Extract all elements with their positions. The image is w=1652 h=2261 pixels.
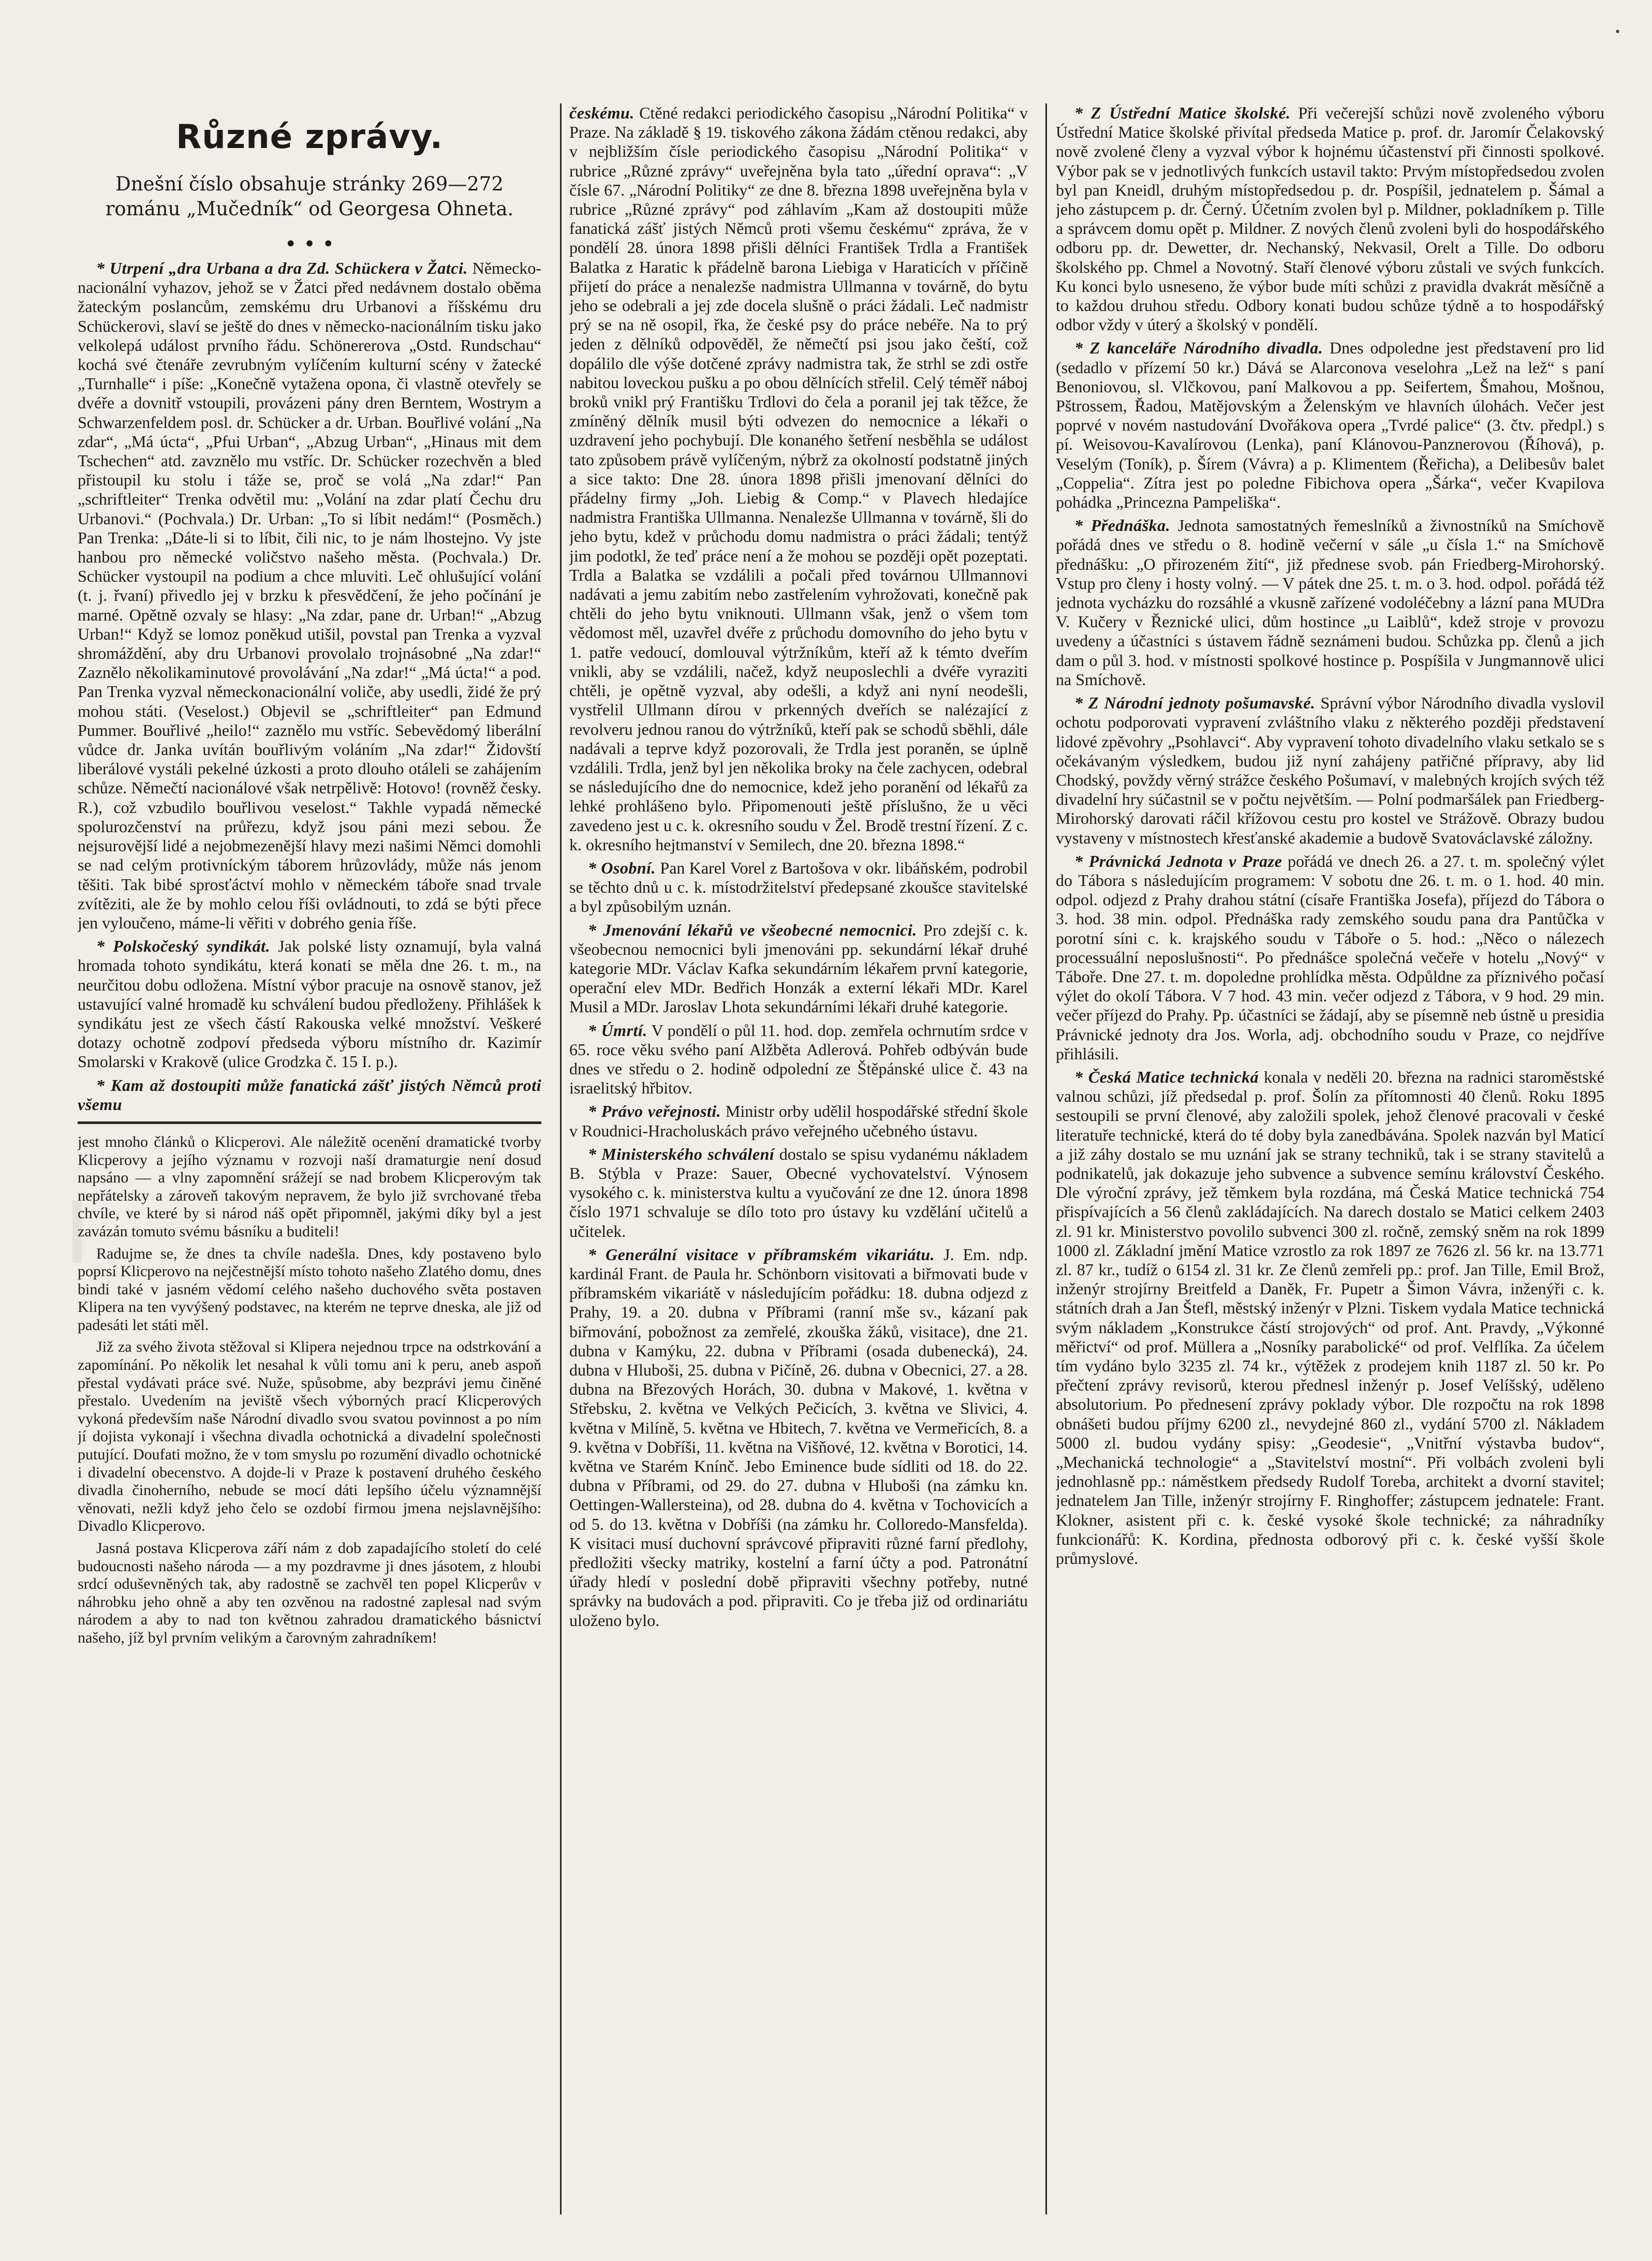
- news-item: [78, 259, 541, 933]
- feuilleton-paragraph: Radujme se, že dnes ta chvíle nadešla. Dnes, kdy postaveno bylo poprsí Klicperovo na nejčestnější místo tohoto našeho Zlatého domu, dnes bindi také v jasném vědomí celého našeho duchového světa postaven Klipera na ten vyvýšený podstavec, na kterém ne teprve dneska, ale již od padesáti let státi měl.: [78, 1245, 541, 1334]
- feuilleton-paragraph: Jasná postava Klicperova září nám z dob zapadajícího století do celé budoucnosti našeho národa — a my pozdravme ji dnes jásotem, z hloubi srdcí oduševněných tak, aby radostně se zachvěl ten popel Klicperův v náhrobku jeho ohně a aby ten ozvěnou na radostné zaplesal nad svým národem a aby to nad ton květnou zahradou dramatického básnictví našeho, jíž byl prvním velikým a čarovným zahradníkem!: [78, 1540, 541, 1646]
- news-item: [1056, 693, 1604, 848]
- news-item-body: Jednota samostatných řemeslníků a živnostníků na Smíchově pořádá dnes ve středu o 8. hodině večerní v sále „u čísla 1.“ na Smíchově přednášku: „O přirozeném žití“, již přednese svob. pán Friedberg-Mirohorský. Vstup pro členy i hosty volný. — V pátek dne 25. t. m. o 3. hod. odpol. pořádá též jednota vycházku do rozsáhlé a vkusně zařízené vodoléčebny a lázní pana MUDra V. Kučery v Řeznické ulici, dům hostince „u Laiblů“, kdež stroje v provozu uvedeny a účastníci s ústavem řádně seznámeni budou. Schůzka pp. členů a jich dam o půl 3. hod. v místnosti spolkové hostince p. Pospíšila v Jungmannově ulici na Smíchově.: [1056, 516, 1604, 689]
- news-item-body: V pondělí o půl 11. hod. dop. zemřela ochrnutím srdce v 65. roce věku svého paní Alžběta Adlerová. Pohřeb odbýván bude dnes ve středu o 2. hodině odpolední ze Štěpánské ulice č. 43 na israelitský hřbitov.: [569, 1021, 1028, 1098]
- news-item-heading: * Generální visitace v příbramském vikariátu.: [588, 1245, 935, 1264]
- news-item-body: Dnes odpoledne jest představení pro lid (sedadlo v přízemí 50 kr.) Dává se Alarconova veselohra „Lež na lež“ s paní Benoniovou, sl. Vlčkovou, paní Malkovou a pp. Seifertem, Šmahou, Mošnou, Pštrossem, Řadou, Matějovským a Želenským ve hlavních úlohách. Večer jest poprvé v novém nastudování Dvořákova opera „Tvrdé palice“ (3. čtv. předpl.) s pí. Weisovou-Kavalírovou (Lenka), paní Klánovou-Panznerovou (Říhová), p. Veselým (Toník), p. Šírem (Vávra) a p. Klimentem (Řeřicha), a Delibesův balet „Coppelia“. Zítra jest po poledne Fibichova opera „Šárka“, večer Kvapilova pohádka „Princezna Pampeliška“.: [1056, 338, 1604, 512]
- feuilleton-paragraph: Již za svého života stěžoval si Klipera nejednou trpce na odstrkování a zapomínání. Po několik let nesahal k vůli tomu ani k peru, aneb aspoň přestal vydávati práce své. Nuže, spůsobme, aby bezprávi jemu činěné přestalo. Uvedením na jeviště všech výborných prací Klicperových vykoná především naše Národní divadlo svou svatou povinnost a po ním jí dojista vykonají i všechna divadla ochotnická a divadelní společnosti putující. Doufati možno, že v tom smyslu po rozumění divadlo ochotnické i divadelní obecenstvo. A dojde-li v Praze k postavení druhého českého divadla činoherního, nebude se mocí dáti lepšího účelu významnější věnovati, nežli když jeho čelo se ozdobí firmou jmena nejslavnějšího: Divadlo Klicperovo.: [78, 1338, 541, 1535]
- news-item-heading: * Polskočeský syndikát.: [96, 937, 271, 956]
- news-item-heading: * Úmrtí.: [588, 1021, 647, 1040]
- news-item-body: Německo-nacionální vyhazov, jehož se v Žatci před nedávnem dostalo oběma žateckým poslancům, zemskému dru Urbanovi a říšskému dru Schückerovi, slaví se ještě do dnes v německo-nacionálním tisku jako velkolepá událost prvního řádu. Schönererova „Ostd. Rundschau“ kochá své čtenáře zevrubným vylíčením kulturní scény v žatecké „Turnhalle“ i píše: „Konečně vytažena opona, či vlastně otevřely se dvéře a dovnitř vstoupili, provázeni pány dren Berntem, Wostrym a Schwarzenfeldem posl. dr. Schücker a dr. Urban. Bouřlivé volání „Na zdar“, „Má úcta“, „Pfui Urban“, „Abzug Urban“, „Hinaus mit dem Tschechen“ atd. zavznělo mu vstříc. Dr. Schücker rozechvěn a bled přistoupil ku stolu i táže se, proč se volá „Na zdar!“ Pan „schriftleiter“ Trenka odvětil mu: „Volání na zdar platí Čechu dru Urbanovi.“ (Pochvala.) Dr. Urban: „To si líbit nedám!“ (Posměch.) Pan Trenka: „Dáte-li si to líbit, čili nic, to je nám lhostejno. Vy jste hanbou pro německé voličstvo našeho města. (Pochvala.) Dr. Schücker vystoupil na podium a chce mluviti. Leč ohlušující volání (t. j. řvaní) přivedlo jej v brzku k přesvědčení, že jeho počínání je marné. Opětně ozvaly se hlasy: „Na zdar, pane dr. Urban!“ „Abzug Urban!“ Když se lomoz poněkud utišil, povstal pan Trenka a vyzval shromáždění, aby dru Urbanovi provolalo trojnásobné „Na zdar!“ Zaznělo několikaminutové provolávání „Na zdar!“ „Má úcta!“ a pod. Pan Trenka vyzval německonacionální voliče, aby usedli, židé že prý mohou státi. (Veselost.) Objevil se „schriftleiter“ pan Edmund Pummer. Bouřlivé „heilo!“ zaznělo mu vstříc. Sebevědomý liberální vůdce dr. Janka uvítán bouřlivým voláním „Na zdar!“ Židovští liberálové vystáli pekelné úzkosti a proto dlouho otáleli se zahájením schůze. Němečtí nacionálové však netrpělivě: Hotovo! (rovněž česky. R.), což vzbudilo bouřlivou veselost.“ Takhle vypadá německé spolurozčenství na průřezu, když jsou páni mezi sebou. Že nejsurovější lidé a nejobmezenější hlavy mezi našimi Němci domohli se nad celým protivníckým táborem hrůzovlády, může nás jenom těšiti. Tak bibé sprosťáctví mohlo v německém táboře snad trvale zvítěziti, ale že by mohlo celou říši ovládnouti, to zdá se býti přece jen vyloučeno, máme-li věřiti v dobrého genia říše.: [78, 259, 542, 932]
- news-item-body: Pro zdejší c. k. všeobecnou nemocnici byli jmenováni pp. sekundární lékař druhé kategorie MDr. Václav Kafka sekundárním lékařem první kategorie, operační elev MDr. Bedřich Honzák a externí lékaři MDr. Karel Musil a MDr. Jaroslav Lhota sekundárními lékaři druhé kategorie.: [569, 920, 1028, 1016]
- news-item: [569, 104, 1028, 854]
- news-item-heading: * Z kanceláře Národního divadla.: [1074, 338, 1323, 358]
- news-item: [1056, 104, 1604, 334]
- news-items-right: [1056, 104, 1604, 1568]
- news-item-body: konala v neděli 20. března na radnici staroměstské valnou schůzi, jíž předsedal p. prof. Šolín za přítomnosti 40 členů. Roku 1895 sestoupili se první členové, aby založili spolek, jehož členové pracovali v české literatuře technické, která do té doby byla zanedbávána. Spolek nazván byl Maticí a již záhy dostalo se mu uznání jak se strany techniků, tak i se strany stavitelů a podnikatelů, jak dokazuje jeho subvence a subvence semínu království Českého. Dle výroční zprávy, jež těmkem byla rozdána, má Česká Matice technická 754 přispívajících a 56 členů zakládajících. Na darech dostalo se Matici celkem 2403 zl. 91 kr. Ministerstvo povolilo subvenci 300 zl. ročně, zemský sněm na rok 1899 1000 zl. Základní jmění Matice vzrostlo za rok 1897 ze 7626 zl. 56 kr. na 13.771 zl. 87 kr., tudíž o 6154 zl. 31 kr. Ze členů zemřeli pp.: prof. Jan Tille, Emil Brož, inženýr strojírny Breitfeld a Daněk, Fr. Pupetr a Šimon Vávra, inženýři c. k. státních drah a Jan Štefl, městský inženýr v Plzni. Tiskem vydala Matice technická svým nákladem „Konstrukce částí strojových“ od prof. Ant. Pravdy, „Výkonné měřictví“ od prof. Müllera a „Nosníky parabolické“ od prof. Velflíka. Za účelem tím vydáno bylo 3235 zl. 74 kr., výtěžek z prodejem knih 1187 zl. 50 kr. Po přečtení zprávy revisorů, kterou přednesl inženýr p. Josef Velíšský, uděleno absolutorium. Po přednesení zprávy poklady výbor. Dle rozpočtu na rok 1898 obnášeti budou příjmy 6200 zl., nevydejné 860 zl., vydání 5700 zl. Nákladem 5000 zl. budou vydány spisy: „Geodesie“, „Vnitřní výstavba budov“, „Mechanická technologie“ a „Stavitelství mostní“. Při volbách zvoleni byli jednohlasně pp.: náměstkem předsedy Rudolf Toreba, architekt a dvorní stavitel; jednatelem Jan Tille, inženýr strojírny F. Ringhoffer; zástupcem jednatele: Frant. Klokner, asistent při c. k. české vysoké škole technické; za náhradníky funkcionářů: K. Kordina, přednosta odborový při c. k. české vyšší škole průmyslové.: [1056, 1067, 1604, 1568]
- news-item-body: J. Em. ndp. kardinál Frant. de Paula hr. Schönborn visitovati a biřmovati bude v příbramském vikariátě v následujícím pořádku: 18. dubna odjezd z Prahy, 19. a 20. dubna v Příbrami (ranní mše sv., kázaní pak biřmování, pobožnost za zemřelé, zkouška žáků, visitace), dne 21. dubna v Kamýku, 22. dubna v Příbrami (osada dubenecká), 24. dubna v Hluboši, 25. dubna v Pičíně, 26. dubna v Obecnici, 27. a 28. dubna na Březových Horách, 30. dubna v Makové, 1. května v Střebsku, 2. května ve Velkých Pečicích, 3. května ve Slivici, 4. května v Milíně, 5. května ve Hbitech, 7. května ve Vermeřicích, 8. a 9. května v Dobříši, 11. května na Višňové, 12. května v Borotici, 14. května ve Starém Knínč. Jebo Eminence bude sídliti od 18. do 22. dubna v Příbrami, od 29. do 27. dubna v Hluboši (na zámku kn. Oettingen-Wallersteina), od 28. dubna do 4. května v Tochovicích a od 5. do 13. května v Dobříši (na zámku hr. Colloredo-Mansfelda). K visitaci musí duchovní správcové připraviti různé farní předlohy, předložiti všecky matriky, kostelní a farní účty a pod. Patronátní úřady hledí v poslední době připraviti všechny potřeby, nutné správky na budovách a pod. připraviti. Co je třeba již od ordinariátu uloženo bylo.: [569, 1245, 1028, 1630]
- news-item-heading: * Kam až dostoupiti může fanatická zášť jistých Němců proti všemu: [78, 1075, 541, 1114]
- news-item: [1056, 338, 1604, 512]
- news-item-heading: * Přednáška.: [1074, 516, 1171, 535]
- news-item: [569, 1021, 1028, 1098]
- news-item-heading: * Česká Matice technická: [1074, 1067, 1259, 1086]
- column-rule: [560, 104, 562, 2214]
- news-item-body: pořádá ve dnech 26. a 27. t. m. společný výlet do Tábora s následujícím programem: V sobotu dne 26. t. m. o 1. hod. 40 min. odpol. odjezd z Prahy drahou státní (císaře Františka Josefa), příjezd do Tábora o 3. hod. 38 min. odpol. Přednáška rady zemského soudu pana dra Pantůčka v porotní síni c. k. krajského soudu v Táboře o 5. hod.: „Něco o nálezech processuální neposlušnosti“. Po přednášce společná večeře v hotelu „Nový“ v Táboře. Dne 27. t. m. dopoledne prohlídka města. Odpůldne za příznivého počasí výlet do okolí Tábora. V 7 hod. 43 min. večer odjezd z Tábora, v 9 hod. 29 min. večer příjezd do Prahy. Pp. účastníci se žádají, aby se písemně neb ústně u presidia Právnické jednoty dra Jos. Worla, adj. obchodního soudu v Praze, co nejdříve přihlásili.: [1056, 851, 1604, 1063]
- feuilleton-paragraph: jest mnoho článků o Klicperovi. Ale náležitě ocenění dramatické tvorby Klicperovy a jejího významu v rozvoji naší dramaturgie není dosud napsáno — a vlny zapomnění srážejí se nad brobem Klicperovým tak nepřátelsky a zároveň takovým nepravem, že bylo již svrchované třeba chvíle, ve které by si národ náš opět připomněl, jakými díky byl a jest zavázán tomuto svému básníku a buditeli!: [78, 1133, 541, 1240]
- news-item: [569, 1145, 1028, 1241]
- column-right: [1056, 104, 1604, 2214]
- news-item-heading: * Právnická Jednota v Praze: [1074, 851, 1282, 870]
- news-item: [78, 1076, 541, 1114]
- news-item-heading: českému.: [569, 104, 635, 122]
- news-item-heading: * Utrpení „dra Urbana a dra Zd. Schückera v Žatci.: [96, 259, 468, 277]
- news-item: [1056, 516, 1604, 689]
- feuilleton-text: [78, 1133, 541, 1647]
- column-left: [78, 104, 549, 2214]
- news-item-heading: * Jmenování lékařů ve všeobecné nemocnici.: [588, 920, 917, 939]
- news-item-body: Při večerejší schůzi nově zvoleného výboru Ústřední Matice školské přivítal předseda Matice p. prof. dr. Jaromír Čelakovský nově zvolené členy a vyzval výbor k hojnému účastenství při činnosti spolkové. Výbor pak se v jednotlivých funkcích ustavil takto: Prvým místopředsedou zvolen byl pan Kneidl, druhým místopředsedou p. dr. Pospíšil, jednatelem p. Šámal a jeho zástupcem p. dr. Černý. Účetním zvolen byl p. Mildner, pokladníkem p. Tille a správcem domu opět p. Mildner. Z nových členů zvoleni byli do hospodářského odboru pp. dr. Dewetter, dr. Nechanský, Nekvasil, Orelt a Tille. Do odboru školského pp. Chmel a Novotný. Staří členové výboru zůstali ve svých funkcích. Ku konci bylo usneseno, že výbor bude míti schůzi z pravidla dvakrát měsíčně a to každou druhou středu. Odbory konati budou schůze týdně a to hospodářský odbor vždy v úterý a školský v pondělí.: [1056, 104, 1604, 334]
- news-item-body: Ministr orby udělil hospodářské střední škole v Roudnici-Hracholuskách právo veřejného učebného ústavu.: [569, 1102, 1028, 1140]
- news-item-body: dostalo se spisu vydanému nákladem B. Stýbla v Praze: Sauer, Obecné vychovatelství. Výnosem vysokého c. k. ministerstva kultu a vyučování ze dne 12. února 1898 číslo 1971 schvaluje se dílo toto pro ústavy ku vzdělání učitelů a učitelek.: [569, 1144, 1028, 1240]
- corner-dot: •: [1614, 26, 1621, 39]
- news-item-body: Ctěné redakci periodického časopisu „Národní Politika“ v Praze. Na základě § 19. tiskového zákona žádám ctěnou redakci, aby v nejbližším čísle periodického časopisu „Národní Politika“ v rubrice „Různé zprávy“ uveřejněna byla tato „úřední oprava“: „V čísle 67. „Národní Politiky“ ze dne 8. března 1898 uveřejněna byla v rubrice „Různé zprávy“ pod záhlavím „Kam až dostoupiti může fanatická zášť jistých Němců proti všemu českému“ zpráva, že v pondělí 28. února 1898 přišli dělníci František Trdla a František Balatka z Haratic k přádelně barona Liebiga v Haraticích v příčině přijetí do práce a nenalezše nadmistra Ullmanna v továrně, do bytu jeho se odebrali a jej zde docela slušně o práci žádali. Leč nadmistr prý se na ně osopil, řka, že české psy do práce nebéře. Na to prý jeden z dělníků odpověděl, že němečtí psi jsou jako čeští, což dopálilo dle výše dotčené zprávy nadmistra tak, že strhl se zdi ostře nabitou loveckou pušku a po obou dělnících střelil. Celý téměř náboj broků vnikl prý Františku Trdlovi do čela a poranil jej tak těžce, že zmíněný dělník musil býti odvezen do nemocnice a lékaři o uzdravení jeho pochybují. Dle konaného šetření nesběhla se událost tato způsobem právě vylíčeným, nýbrž za okolností podstatně jiných a sice takto: Dne 28. února 1898 přišli jmenovaní dělníci do přádelny firmy „Joh. Liebig & Comp.“ v Plavech hledajíce nadmistra Františka Ullmanna. Nenalezše Ullmanna v továrně, šli do jeho bytu, kdež v průchodu domu nadmistra o práci žádali; tentýž jim podotkl, že teď práce není a že mohou se později opět pozeptati. Trdla a Balatka se vzdálili a počali před továrnou Ullmannovi nadávati a jemu zabitím nebo zastřelením vyhrožovati, konečně pak chtěli do jeho bytu vniknouti. Ullmann však, jenž o všem tom vědomost měl, uzavřel dvéře z průchodu domovního do jeho bytu v 1. patře vedoucí, domlouval výtržníkům, kteří až k témto dveřím vnikli, aby se vzdálili, načež, když neuposlechli a dvéře vyraziti chtěli, je opětně vyzval, aby odešli, a když ani nyní neodešli, vystřelil Ullmann dírou v prkenných dveřích se nalézající z revolveru jednou ranou do výtržníků, kteří pak se schodů sběhli, dále nadávali a teprve když pozorovali, že Trdla jest poraněn, se úplně vzdálili. Trdla, jenž byl jen několika broky na čele zachycen, odebral se následujícího dne do nemocnice, kdež jeho poranění od lékařů za lehké prohlášeno bylo. Připomenouti ještě příslušno, že u věci zavedeno jest u c. k. okresního soudu v Žel. Brodě trestní řízení. Z c. k. okresního hejtmanství v Semilech, dne 20. března 1898.“: [569, 104, 1028, 854]
- novel-notice: Dnešní číslo obsahuje stránky 269—272 románu „Mučedník“ od Georgesa Ohneta.: [105, 173, 514, 220]
- news-item-body: Správní výbor Národního divadla vyslovil ochotu podporovati vypravení zvláštního vlaku z některého později představení lidové zpěvohry „Psohlavci“. Aby vypravení tohoto divadelního vlaku setkalo se s očekávaným výsledkem, budou již nyní zahájeny patřičné přípravy, aby lid Chodský, povždy věrný strážce českého Pošumaví, v malebných krojích svých též divadelní hry súčastnil se v počtu největším. — Polní podmaršálek pan Friedberg-Mirohorský darovati ráčil křížovou cestu pro kostel ve Strážově. Obrazy budou vystaveny v místnostech křesťanské akademie a budově Svatováclavské záložny.: [1056, 693, 1604, 847]
- news-item: [569, 921, 1028, 1017]
- section-dots: • • •: [284, 232, 335, 256]
- news-item: [569, 1102, 1028, 1140]
- news-items-middle: [569, 104, 1028, 1630]
- column-rule: [1045, 104, 1047, 2214]
- news-item-heading: * Právo veřejnosti.: [588, 1102, 721, 1121]
- news-item: [1056, 852, 1604, 1063]
- news-item: [1056, 1068, 1604, 1568]
- news-item-heading: * Ministerského schválení: [588, 1144, 775, 1163]
- news-item-heading: * Z Ústřední Matice školské.: [1074, 104, 1291, 122]
- news-item: [78, 937, 541, 1071]
- news-item-body: Jak polské listy oznamují, byla valná hromada tohoto syndikátu, která konati se měla dne 26. t. m., na neurčitou dobu odložena. Místní výbor pracuje na osnově stanov, jež ustavující valné hromadě ku schválení budou předloženy. Přihlášek k syndikátu jest ze všech částí Rakouska velké množství. Veškeré dotazy ochotně zodpoví předseda výboru místního dr. Kazimír Smolarski v Krakově (ulice Grodzka č. 15 I. p.).: [78, 937, 542, 1071]
- news-items-left: [78, 259, 541, 1114]
- feuilleton-divider: [78, 1121, 541, 1124]
- section-headline: Různé zprávy.: [175, 118, 444, 156]
- news-item-heading: * Osobní.: [588, 858, 656, 877]
- column-middle: [569, 104, 1035, 2214]
- news-item-heading: * Z Národní jednoty pošumavské.: [1074, 693, 1316, 713]
- news-item: [569, 1245, 1028, 1630]
- news-item: [569, 859, 1028, 917]
- news-item-body: Pan Karel Vorel z Bartošova v okr. libáňském, podrobil se těchto dnů u c. k. místodržitelství předepsané zkoušce stavitelské a byl způsobilým uznán.: [569, 858, 1028, 916]
